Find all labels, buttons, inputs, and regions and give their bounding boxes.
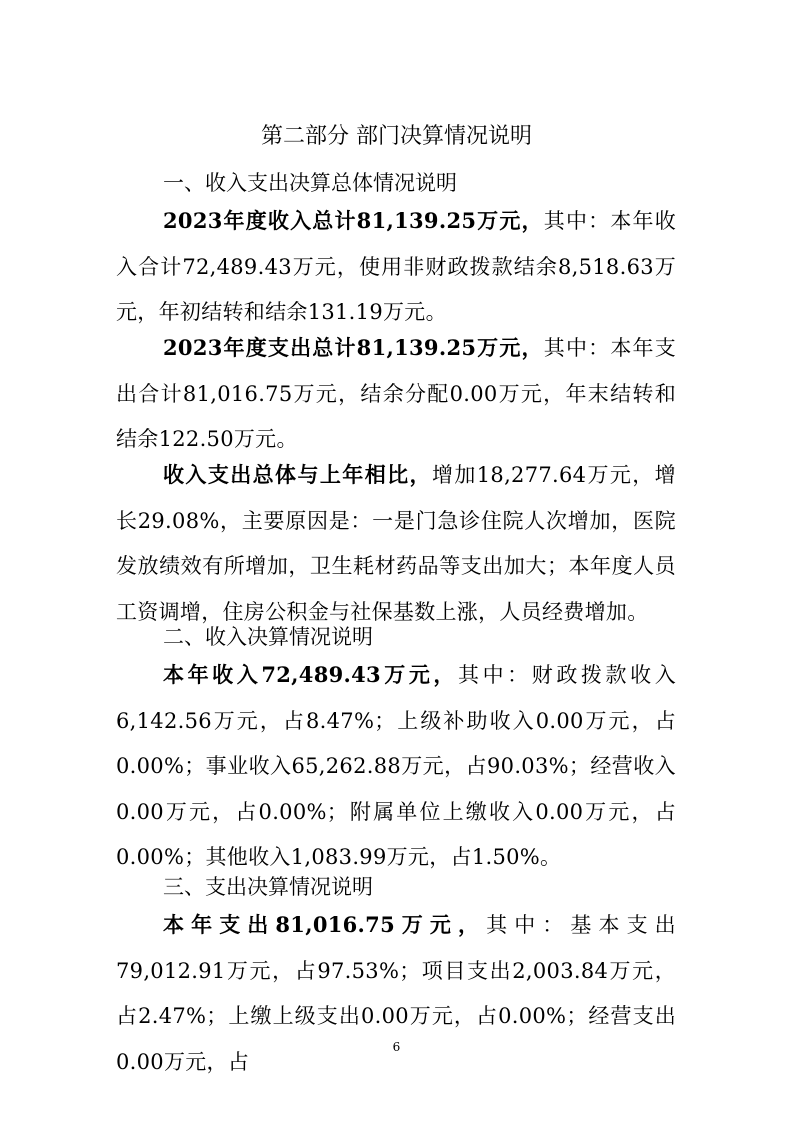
paragraph-income-total (116, 198, 676, 336)
paragraph-expense-detail (116, 902, 676, 1085)
page-title: 第二部分 部门决算情况说明 (261, 124, 532, 149)
paragraph-expense-total (116, 325, 676, 463)
section-heading-income: 二、收入决算情况说明 (163, 625, 373, 649)
paragraph-body: 其中：本年支出合计81,016.75万元，结余分配0.00万元，年末结转和结余122.50万元。 (116, 336, 676, 451)
paragraph-lead: 2023年度支出总计81,139.25万元， (163, 335, 544, 360)
paragraph-income-detail (116, 652, 676, 881)
section-heading-overview: 一、收入支出决算总体情况说明 (163, 171, 457, 195)
paragraph-body: 其中：财政拨款收入6,142.56万元，占8.47%；上级补助收入0.00万元，占0.00%；事业收入65,262.88万元，占90.03%；经营收入0.00万元，占0.00%；附属单位上缴收入0.00万元，占0.00%；其他收入1,083.99万元，占1.50%。 (116, 663, 676, 869)
page-number: 6 (392, 1040, 401, 1054)
paragraph-lead: 本年收入72,489.43万元， (163, 662, 458, 687)
paragraph-lead: 本年支出81,016.75万元， (163, 912, 487, 937)
paragraph-body: 其中：基本支出79,012.91万元，占97.53%；项目支出2,003.84万元，占2.47%；上缴上级支出0.00万元，占0.00%；经营支出0.00万元，占 (116, 913, 676, 1074)
paragraph-body: 其中：本年收入合计72,489.43万元，使用非财政拨款结余8,518.63万元，年初结转和结余131.19万元。 (116, 209, 676, 324)
paragraph-lead: 收入支出总体与上年相比， (163, 462, 432, 487)
paragraph-lead: 2023年度收入总计81,139.25万元， (163, 208, 544, 233)
paragraph-body: 增加18,277.64万元，增长29.08%，主要原因是：一是门急诊住院人次增加，医院发放绩效有所增加，卫生耗材药品等支出加大；本年度人员工资调增，住房公积金与社保基数上涨，人员经费增加。 (116, 463, 676, 624)
section-heading-expense: 三、支出决算情况说明 (163, 875, 373, 899)
paragraph-year-comparison (116, 452, 676, 635)
